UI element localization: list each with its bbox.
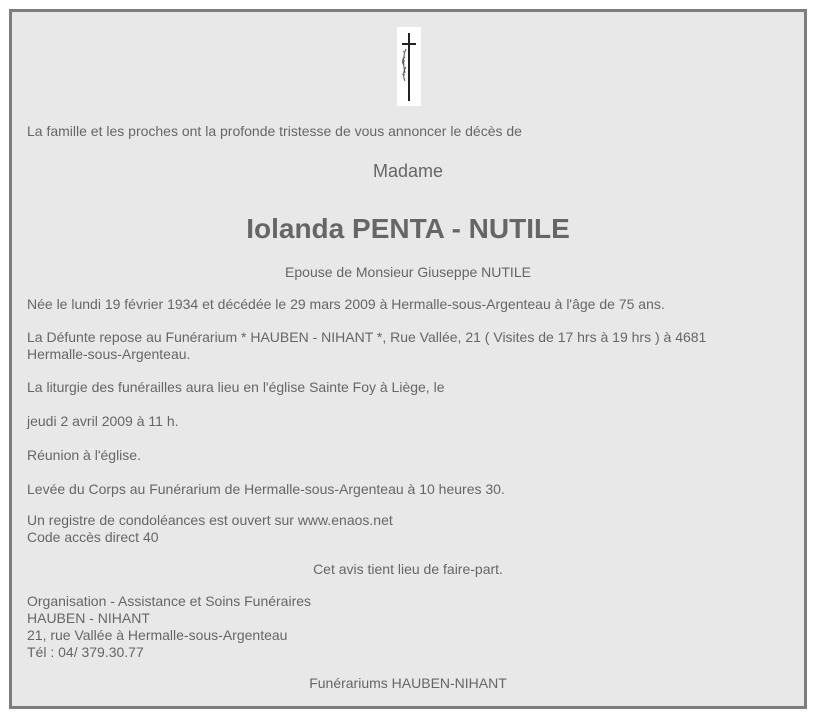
levee-text: Levée du Corps au Funérarium de Hermalle-sous-Argenteau à 10 heures 30. — [27, 481, 505, 497]
funeral-date: jeudi 2 avril 2009 à 11 h. — [27, 413, 179, 429]
birth-death-text: Née le lundi 19 février 1934 et décédée le 29 mars 2009 à Hermalle-sous-Argenteau à l'âge de 75 ans. — [27, 296, 665, 312]
meeting-text: Réunion à l'église. — [27, 447, 141, 463]
condolence-register — [27, 512, 393, 546]
rest-location-line: Hermalle-sous-Argenteau. — [27, 346, 191, 362]
rest-location-text — [27, 329, 706, 363]
intro-text: La famille et les proches ont la profonde tristesse de vous annoncer le décès de — [27, 123, 522, 139]
signature: Funérariums HAUBEN-NIHANT — [309, 675, 507, 691]
cross-with-lily-icon — [397, 27, 421, 106]
organisation-name: HAUBEN - NIHANT — [27, 610, 150, 626]
rest-location-line: La Défunte repose au Funérarium * HAUBEN - NIHANT *, Rue Vallée, 21 ( Visites de 17 hrs à 19 hrs ) à 4681 — [27, 329, 707, 345]
death-notice-card — [9, 9, 807, 709]
liturgy-text: La liturgie des funérailles aura lieu en l'église Sainte Foy à Liège, le — [27, 379, 445, 395]
organisation-phone: Tél : 04/ 379.30.77 — [27, 644, 144, 660]
faire-part-text: Cet avis tient lieu de faire-part. — [313, 561, 503, 577]
organisation-block — [27, 593, 311, 661]
register-line: Un registre de condoléances est ouvert sur www.enaos.net — [27, 512, 393, 528]
organisation-address: 21, rue Vallée à Hermalle-sous-Argenteau — [27, 627, 288, 643]
spouse-text: Epouse de Monsieur Giuseppe NUTILE — [285, 264, 531, 280]
organisation-title: Organisation - Assistance et Soins Funéraires — [27, 593, 312, 609]
deceased-name: Iolanda PENTA - NUTILE — [246, 213, 570, 244]
honorific: Madame — [372, 161, 444, 181]
register-access-code: Code accès direct 40 — [27, 529, 159, 545]
